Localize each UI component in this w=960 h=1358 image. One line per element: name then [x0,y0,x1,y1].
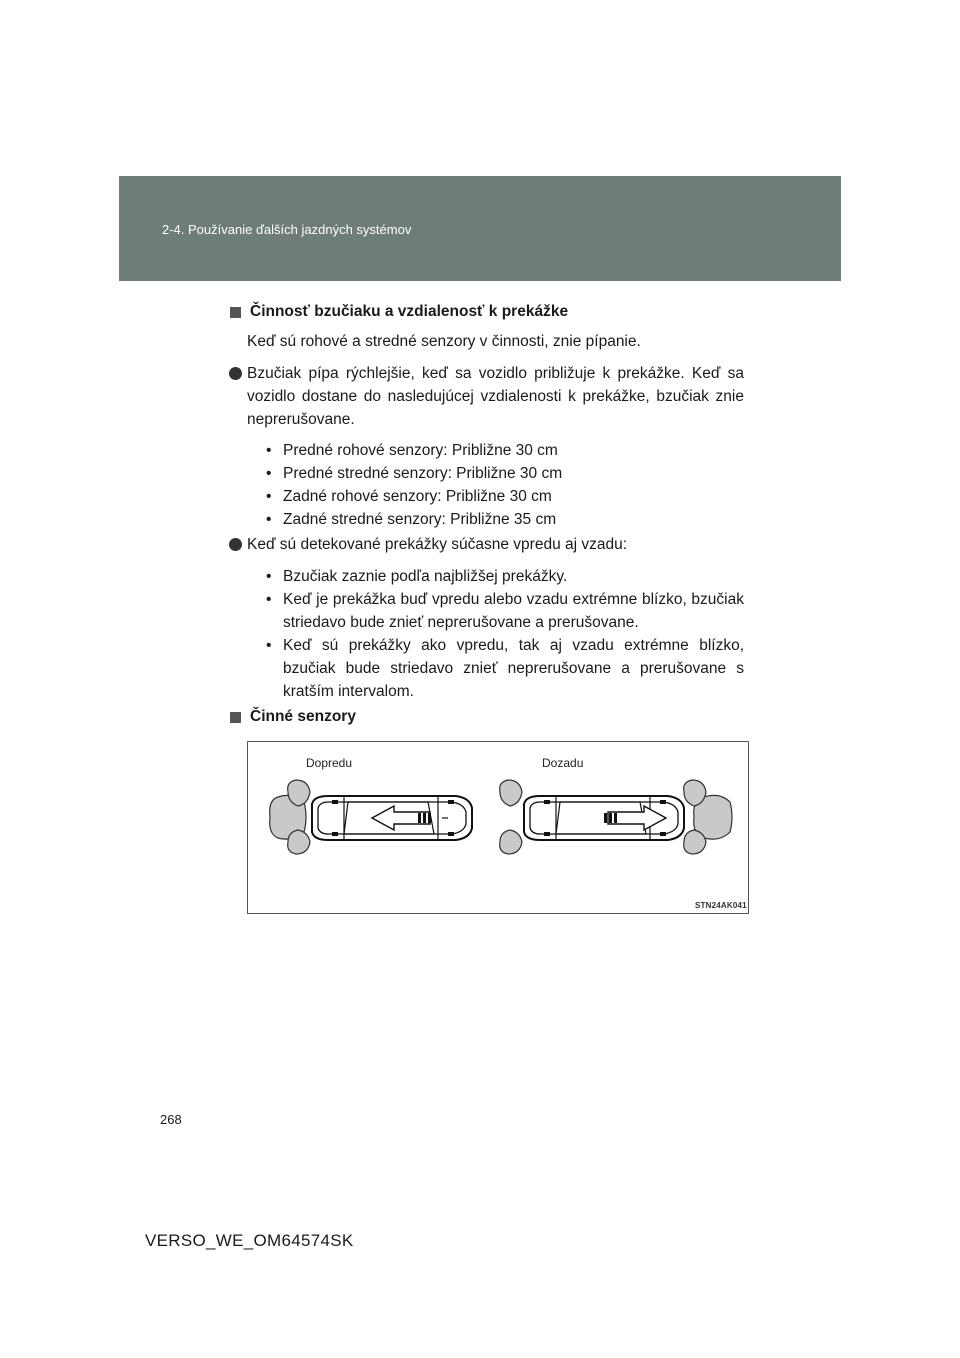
list-item: • Keď sú prekážky ako vpredu, tak aj vzadu extrémne blízko, bzučiak bude striedavo znieť neprerušovane a prerušovane s kratším intervalom. [263,634,744,703]
dot-marker-icon: • [266,568,272,585]
dot-marker-icon: • [266,637,272,654]
dot-marker-icon: • [266,442,272,459]
bullet-item-1: Bzučiak pípa rýchlejšie, keď sa vozidlo približuje k prekážke. Keď sa vozidlo dostane do nasledujúcej vzdialenosti k prekážke, bzučiak znie neprerušovane. [229,362,744,431]
round-bullet-icon [229,367,242,380]
label-front: Dopredu [306,756,353,770]
page-number: 268 [160,1112,182,1127]
figure-code: STN24AK041 [695,901,747,910]
bullet-item-2: Keď sú detekované prekážky súčasne vpredu aj vzadu: [229,533,744,556]
list-item: • Predné rohové senzory: Približne 30 cm [263,439,744,462]
intro-paragraph: Keď sú rohové a stredné senzory v činnosti, znie pípanie. [247,333,641,350]
list-item: • Zadné rohové senzory: Približne 30 cm [263,485,744,508]
header-band [119,176,841,281]
heading-active-sensors: Činné senzory [230,708,356,726]
section-title: 2-4. Používanie ďalších jazdných systémov [162,222,412,237]
car-forward-icon [270,780,472,854]
dot-marker-icon: • [266,591,272,608]
square-bullet-icon [230,307,241,318]
list-item: • Zadné stredné senzory: Približne 35 cm [263,508,744,531]
round-bullet-icon [229,538,242,551]
dot-marker-icon: • [266,511,272,528]
heading-buzzer-distance: Činnosť bzučiaku a vzdialenosť k prekážke [230,303,568,321]
square-bullet-icon [230,712,241,723]
sensor-illustration [247,741,749,914]
document-code: VERSO_WE_OM64574SK [145,1231,354,1250]
list-item: • Predné stredné senzory: Približne 30 cm [263,462,744,485]
list-item: • Bzučiak zaznie podľa najbližšej prekážky. [263,565,744,588]
dot-marker-icon: • [266,465,272,482]
cars-diagram [248,742,748,913]
car-reverse-icon [500,780,732,854]
dot-marker-icon: • [266,488,272,505]
label-rear: Dozadu [542,756,584,770]
list-item: • Keď je prekážka buď vpredu alebo vzadu extrémne blízko, bzučiak striedavo bude znieť neprerušovane a prerušovane. [263,588,744,634]
